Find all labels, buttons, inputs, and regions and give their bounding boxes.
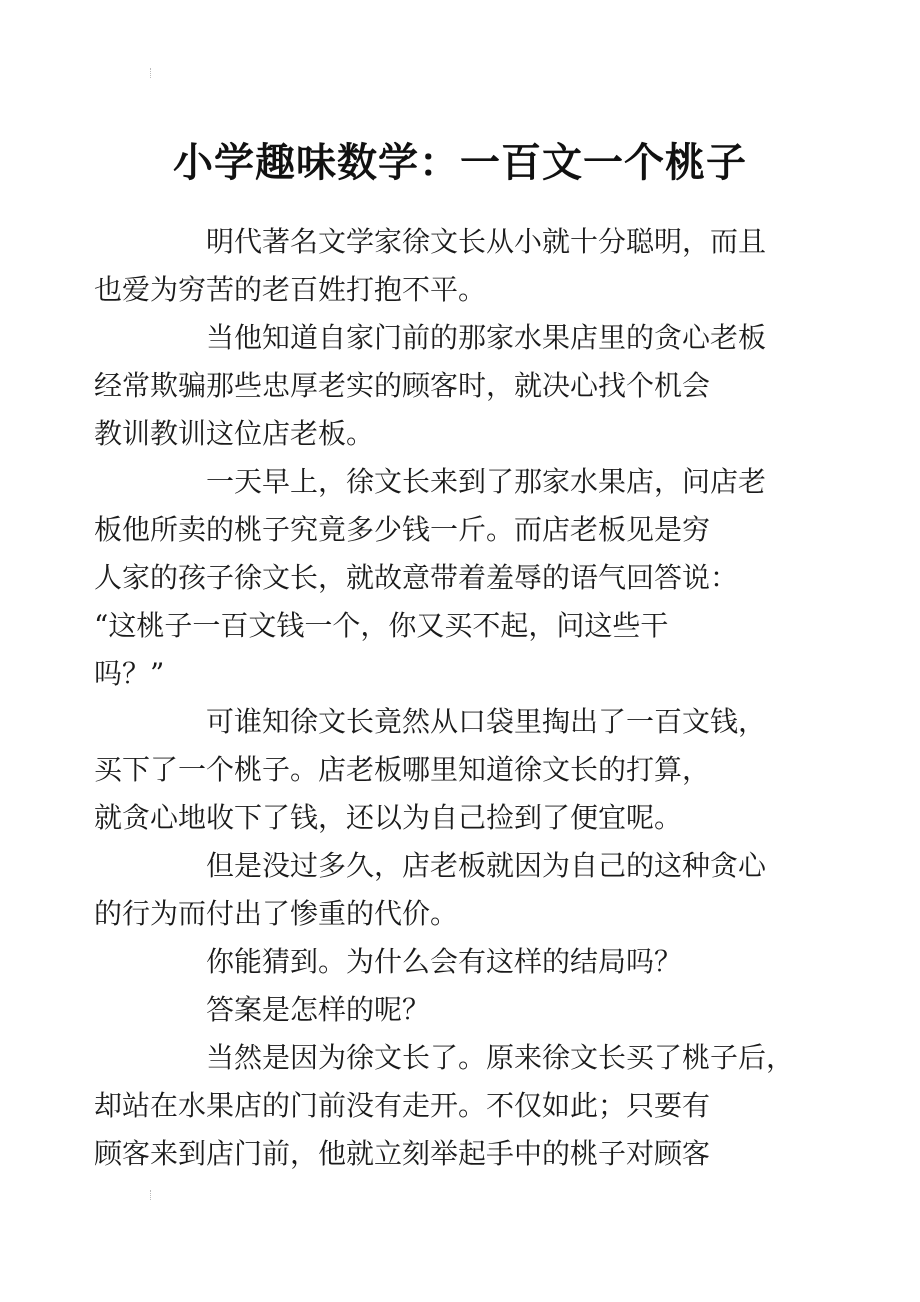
paragraph-3: [94, 458, 790, 698]
text-line: 吗？”: [94, 657, 165, 690]
paragraph-1: [94, 218, 790, 314]
text-line: 的行为而付出了惨重的代价。: [94, 897, 459, 930]
paragraph-4: [94, 698, 790, 842]
paragraph-5: [94, 842, 790, 938]
text-line: 可谁知徐文长竟然从口袋里掏出了一百文钱，: [206, 705, 767, 738]
document-body: [94, 218, 795, 1178]
paragraph-7: [150, 986, 790, 1034]
text-line: 当然是因为徐文长了。原来徐文长买了桃子后，: [206, 1041, 795, 1074]
text-line: 顾客来到店门前，他就立刻举起手中的桃子对顾客: [94, 1137, 711, 1170]
text-line: 就贪心地收下了钱，还以为自己捡到了便宜呢。: [94, 801, 683, 834]
text-line: 也爱为穷苦的老百姓打抱不平。: [94, 273, 487, 306]
text-line: 教训教训这位店老板。: [94, 417, 375, 450]
document-title: 小学趣味数学：一百文一个桃子: [173, 139, 747, 186]
text-line: “这桃子一百文钱一个，你又买不起，问这些干: [94, 609, 669, 642]
paragraph-6: [150, 938, 790, 986]
text-line: 一天早上，徐文长来到了那家水果店，问店老: [206, 465, 767, 498]
text-line: 板他所卖的桃子究竟多少钱一斤。而店老板见是穷: [94, 513, 711, 546]
text-line: 明代著名文学家徐文长从小就十分聪明，而且: [206, 225, 767, 258]
text-line: 经常欺骗那些忠厚老实的顾客时，就决心找个机会: [94, 369, 711, 402]
text-line: 但是没过多久，店老板就因为自己的这种贪心: [206, 849, 767, 882]
text-line: 人家的孩子徐文长，就故意带着羞辱的语气回答说：: [94, 561, 739, 594]
text-line: 答案是怎样的呢？: [206, 993, 431, 1026]
text-line: 买下了一个桃子。店老板哪里知道徐文长的打算，: [94, 753, 711, 786]
text-line: 当他知道自家门前的那家水果店里的贪心老板: [206, 321, 767, 354]
page-corner-mark: [150, 1190, 155, 1200]
paragraph-8: [94, 1034, 795, 1178]
text-line: 你能猜到。为什么会有这样的结局吗？: [206, 945, 683, 978]
text-line: 却站在水果店的门前没有走开。不仅如此；只要有: [94, 1089, 711, 1122]
paragraph-2: [94, 314, 790, 458]
page-corner-mark: [150, 68, 155, 78]
